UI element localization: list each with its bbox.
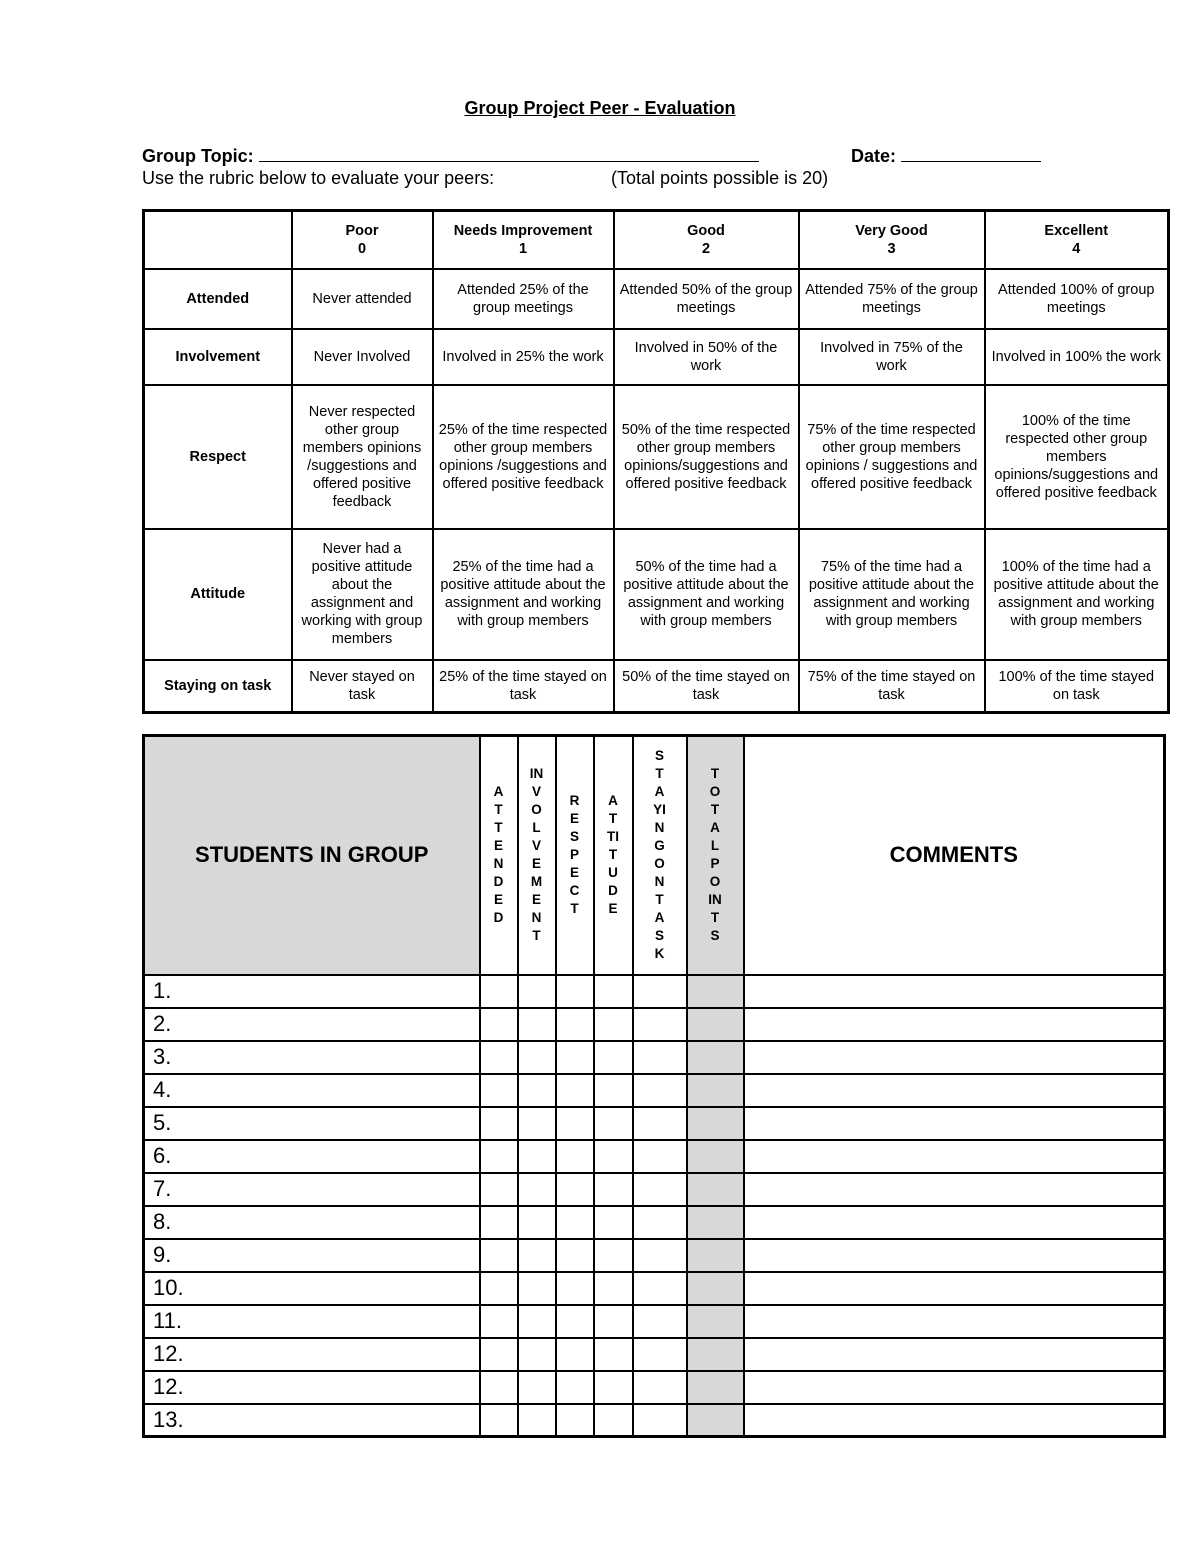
rubric-cell: 50% of the time respected other group members opinions/suggestions and offered positive feedback [614, 385, 799, 529]
student-row [144, 1404, 1165, 1437]
vertical-label: ATTENDED [493, 784, 504, 926]
total-points-cell[interactable] [687, 1173, 744, 1206]
attended-score-cell[interactable] [480, 1173, 518, 1206]
attitude-score-cell[interactable] [594, 1305, 633, 1338]
attended-score-cell[interactable] [480, 1404, 518, 1437]
attended-score-cell[interactable] [480, 1008, 518, 1041]
involvement-score-cell[interactable] [518, 1041, 556, 1074]
rubric-col-needs-improvement: Needs Improvement 1 [433, 211, 614, 269]
rubric-cell: 75% of the time had a positive attitude about the assignment and working with group members [799, 529, 985, 660]
student-name-cell[interactable]: 10. [144, 1272, 480, 1305]
total-points-cell[interactable] [687, 1404, 744, 1437]
date-row [851, 145, 1041, 167]
student-row [144, 1206, 1165, 1239]
comments-cell[interactable] [744, 1239, 1165, 1272]
involvement-score-cell[interactable] [518, 975, 556, 1008]
student-name-cell[interactable]: 5. [144, 1107, 480, 1140]
student-row [144, 1074, 1165, 1107]
total-points-column-header [687, 736, 744, 975]
instructions: Use the rubric below to evaluate your peers: [142, 168, 495, 188]
comments-cell[interactable] [744, 1140, 1165, 1173]
respect-score-cell[interactable] [556, 1239, 594, 1272]
involvement-score-cell[interactable] [518, 1338, 556, 1371]
student-name-cell[interactable]: 1. [144, 975, 480, 1008]
involvement-score-cell[interactable] [518, 1272, 556, 1305]
total-points-cell[interactable] [687, 1338, 744, 1371]
rubric-cell: Never attended [292, 269, 433, 329]
staying-on-task-score-cell[interactable] [633, 1074, 687, 1107]
rubric-row-involvement [144, 329, 1169, 385]
rubric-cell: 25% of the time respected other group members opinions /suggestions and offered positive feedback [433, 385, 614, 529]
rubric-col-very-good: Very Good 3 [799, 211, 985, 269]
comments-cell[interactable] [744, 1305, 1165, 1338]
respect-score-cell[interactable] [556, 1173, 594, 1206]
student-name-cell[interactable]: 12. [144, 1338, 480, 1371]
attitude-score-cell[interactable] [594, 1074, 633, 1107]
rubric-cell: Never had a positive attitude about the assignment and working with group members [292, 529, 433, 660]
involvement-score-cell[interactable] [518, 1371, 556, 1404]
student-name-cell[interactable]: 12. [144, 1371, 480, 1404]
rubric-cell: 50% of the time stayed on task [614, 660, 799, 713]
rubric-criterion: Attended [144, 269, 292, 329]
comments-cell[interactable] [744, 1173, 1165, 1206]
comments-cell[interactable] [744, 1371, 1165, 1404]
rubric-cell: Never stayed on task [292, 660, 433, 713]
staying-on-task-score-cell[interactable] [633, 975, 687, 1008]
attitude-score-cell[interactable] [594, 1041, 633, 1074]
rubric-row-attitude [144, 529, 1169, 660]
attended-score-cell[interactable] [480, 975, 518, 1008]
attended-score-cell[interactable] [480, 1206, 518, 1239]
respect-score-cell[interactable] [556, 1371, 594, 1404]
rubric-cell: Attended 75% of the group meetings [799, 269, 985, 329]
involvement-score-cell[interactable] [518, 1404, 556, 1437]
student-name-cell[interactable]: 4. [144, 1074, 480, 1107]
involvement-column-header [518, 736, 556, 975]
student-row [144, 1371, 1165, 1404]
rubric-cell: 75% of the time respected other group members opinions / suggestions and offered positive feedback [799, 385, 985, 529]
respect-score-cell[interactable] [556, 1041, 594, 1074]
comments-cell[interactable] [744, 975, 1165, 1008]
student-row [144, 1173, 1165, 1206]
vertical-label: RESPECT [569, 793, 580, 917]
rubric-cell: 100% of the time had a positive attitude about the assignment and working with group members [985, 529, 1169, 660]
students-table [142, 734, 1166, 1438]
date-label: Date: [851, 146, 897, 166]
student-name-cell[interactable]: 3. [144, 1041, 480, 1074]
staying-on-task-score-cell[interactable] [633, 1305, 687, 1338]
comments-cell[interactable] [744, 1206, 1165, 1239]
respect-column-header [556, 736, 594, 975]
total-points-cell[interactable] [687, 1140, 744, 1173]
rubric-cell: Attended 50% of the group meetings [614, 269, 799, 329]
staying-on-task-column-header [633, 736, 687, 975]
student-row [144, 1272, 1165, 1305]
student-name-cell[interactable]: 6. [144, 1140, 480, 1173]
student-name-cell[interactable]: 8. [144, 1206, 480, 1239]
comments-cell[interactable] [744, 1008, 1165, 1041]
vertical-label: STAYINGONTASK [653, 748, 666, 962]
attended-score-cell[interactable] [480, 1107, 518, 1140]
attended-score-cell[interactable] [480, 1305, 518, 1338]
total-points-cell[interactable] [687, 975, 744, 1008]
student-rows [144, 975, 1165, 1437]
attended-score-cell[interactable] [480, 1041, 518, 1074]
rubric-cell: Involved in 50% of the work [614, 329, 799, 385]
staying-on-task-score-cell[interactable] [633, 1140, 687, 1173]
rubric-cell: Attended 25% of the group meetings [433, 269, 614, 329]
attitude-score-cell[interactable] [594, 975, 633, 1008]
rubric-cell: Never respected other group members opinions /suggestions and offered positive feedback [292, 385, 433, 529]
attitude-score-cell[interactable] [594, 1206, 633, 1239]
attitude-score-cell[interactable] [594, 1371, 633, 1404]
student-row [144, 1338, 1165, 1371]
staying-on-task-score-cell[interactable] [633, 1338, 687, 1371]
rubric-cell: Involved in 100% the work [985, 329, 1169, 385]
rubric-criterion: Staying on task [144, 660, 292, 713]
total-points-note: (Total points possible is 20) [611, 168, 829, 188]
student-row [144, 1305, 1165, 1338]
student-row [144, 1008, 1165, 1041]
date-field[interactable] [901, 145, 1041, 162]
students-header-row [144, 736, 1165, 975]
rubric-row-attended [144, 269, 1169, 329]
rubric-col-excellent: Excellent 4 [985, 211, 1169, 269]
rubric-row-respect [144, 385, 1169, 529]
comments-cell[interactable] [744, 1338, 1165, 1371]
attended-score-cell[interactable] [480, 1338, 518, 1371]
staying-on-task-score-cell[interactable] [633, 1008, 687, 1041]
group-topic-label: Group Topic: [142, 146, 254, 166]
attitude-score-cell[interactable] [594, 1140, 633, 1173]
rubric-cell: 75% of the time stayed on task [799, 660, 985, 713]
rubric-cell: 50% of the time had a positive attitude about the assignment and working with group members [614, 529, 799, 660]
attended-score-cell[interactable] [480, 1140, 518, 1173]
comments-cell[interactable] [744, 1074, 1165, 1107]
rubric-cell: Attended 100% of group meetings [985, 269, 1169, 329]
document-title: Group Project Peer - Evaluation [464, 98, 736, 118]
respect-score-cell[interactable] [556, 1404, 594, 1437]
student-name-cell[interactable]: 13. [144, 1404, 480, 1437]
attitude-score-cell[interactable] [594, 1338, 633, 1371]
respect-score-cell[interactable] [556, 1074, 594, 1107]
group-topic-field[interactable] [259, 145, 759, 162]
rubric-criterion: Attitude [144, 529, 292, 660]
respect-score-cell[interactable] [556, 1272, 594, 1305]
involvement-score-cell[interactable] [518, 1173, 556, 1206]
student-row [144, 975, 1165, 1008]
rubric-cell: Never Involved [292, 329, 433, 385]
attitude-score-cell[interactable] [594, 1239, 633, 1272]
attitude-column-header [594, 736, 633, 975]
total-points-cell[interactable] [687, 1041, 744, 1074]
student-name-cell[interactable]: 7. [144, 1173, 480, 1206]
respect-score-cell[interactable] [556, 1140, 594, 1173]
vertical-label: TOTALPOINTS [708, 766, 722, 944]
comments-cell[interactable] [744, 1107, 1165, 1140]
rubric-col-poor: Poor 0 [292, 211, 433, 269]
total-points-cell[interactable] [687, 1074, 744, 1107]
staying-on-task-score-cell[interactable] [633, 1173, 687, 1206]
staying-on-task-score-cell[interactable] [633, 1404, 687, 1437]
staying-on-task-score-cell[interactable] [633, 1107, 687, 1140]
rubric-corner-cell [144, 211, 292, 269]
rubric-cell: 25% of the time stayed on task [433, 660, 614, 713]
total-points-cell[interactable] [687, 1371, 744, 1404]
respect-score-cell[interactable] [556, 1008, 594, 1041]
rubric-criterion: Respect [144, 385, 292, 529]
rubric-row-staying-on-task [144, 660, 1169, 713]
attended-score-cell[interactable] [480, 1371, 518, 1404]
respect-score-cell[interactable] [556, 975, 594, 1008]
total-points-cell[interactable] [687, 1107, 744, 1140]
involvement-score-cell[interactable] [518, 1107, 556, 1140]
attitude-score-cell[interactable] [594, 1008, 633, 1041]
comments-cell[interactable] [744, 1404, 1165, 1437]
rubric-col-good: Good 2 [614, 211, 799, 269]
total-points-cell[interactable] [687, 1305, 744, 1338]
student-row [144, 1239, 1165, 1272]
student-name-cell[interactable]: 11. [144, 1305, 480, 1338]
attitude-score-cell[interactable] [594, 1173, 633, 1206]
rubric-cell: Involved in 25% the work [433, 329, 614, 385]
student-row [144, 1140, 1165, 1173]
attended-score-cell[interactable] [480, 1272, 518, 1305]
respect-score-cell[interactable] [556, 1338, 594, 1371]
total-points-cell[interactable] [687, 1239, 744, 1272]
attitude-score-cell[interactable] [594, 1272, 633, 1305]
rubric-cell: 25% of the time had a positive attitude about the assignment and working with group members [433, 529, 614, 660]
total-points-cell[interactable] [687, 1008, 744, 1041]
student-row [144, 1041, 1165, 1074]
total-points-cell[interactable] [687, 1272, 744, 1305]
staying-on-task-score-cell[interactable] [633, 1206, 687, 1239]
vertical-label: ATTITUDE [607, 793, 619, 917]
involvement-score-cell[interactable] [518, 1206, 556, 1239]
staying-on-task-score-cell[interactable] [633, 1272, 687, 1305]
involvement-score-cell[interactable] [518, 1074, 556, 1107]
involvement-score-cell[interactable] [518, 1239, 556, 1272]
staying-on-task-score-cell[interactable] [633, 1041, 687, 1074]
attitude-score-cell[interactable] [594, 1404, 633, 1437]
student-name-cell[interactable]: 9. [144, 1239, 480, 1272]
involvement-score-cell[interactable] [518, 1008, 556, 1041]
attended-column-header [480, 736, 518, 975]
attended-score-cell[interactable] [480, 1074, 518, 1107]
rubric-criterion: Involvement [144, 329, 292, 385]
attended-score-cell[interactable] [480, 1239, 518, 1272]
vertical-label: INVOLVEMENT [529, 766, 544, 944]
respect-score-cell[interactable] [556, 1206, 594, 1239]
rubric-header-row [144, 211, 1169, 269]
attitude-score-cell[interactable] [594, 1107, 633, 1140]
respect-score-cell[interactable] [556, 1107, 594, 1140]
comments-cell[interactable] [744, 1041, 1165, 1074]
student-name-cell[interactable]: 2. [144, 1008, 480, 1041]
staying-on-task-score-cell[interactable] [633, 1371, 687, 1404]
student-row [144, 1107, 1165, 1140]
involvement-score-cell[interactable] [518, 1140, 556, 1173]
rubric-table [142, 209, 1170, 714]
group-topic-row [142, 145, 759, 167]
comments-cell[interactable] [744, 1272, 1165, 1305]
respect-score-cell[interactable] [556, 1305, 594, 1338]
comments-header: COMMENTS [744, 736, 1165, 975]
involvement-score-cell[interactable] [518, 1305, 556, 1338]
staying-on-task-score-cell[interactable] [633, 1239, 687, 1272]
total-points-cell[interactable] [687, 1206, 744, 1239]
students-in-group-header: STUDENTS IN GROUP [144, 736, 480, 975]
rubric-cell: 100% of the time respected other group members opinions/suggestions and offered positive feedback [985, 385, 1169, 529]
rubric-cell: Involved in 75% of the work [799, 329, 985, 385]
rubric-cell: 100% of the time stayed on task [985, 660, 1169, 713]
